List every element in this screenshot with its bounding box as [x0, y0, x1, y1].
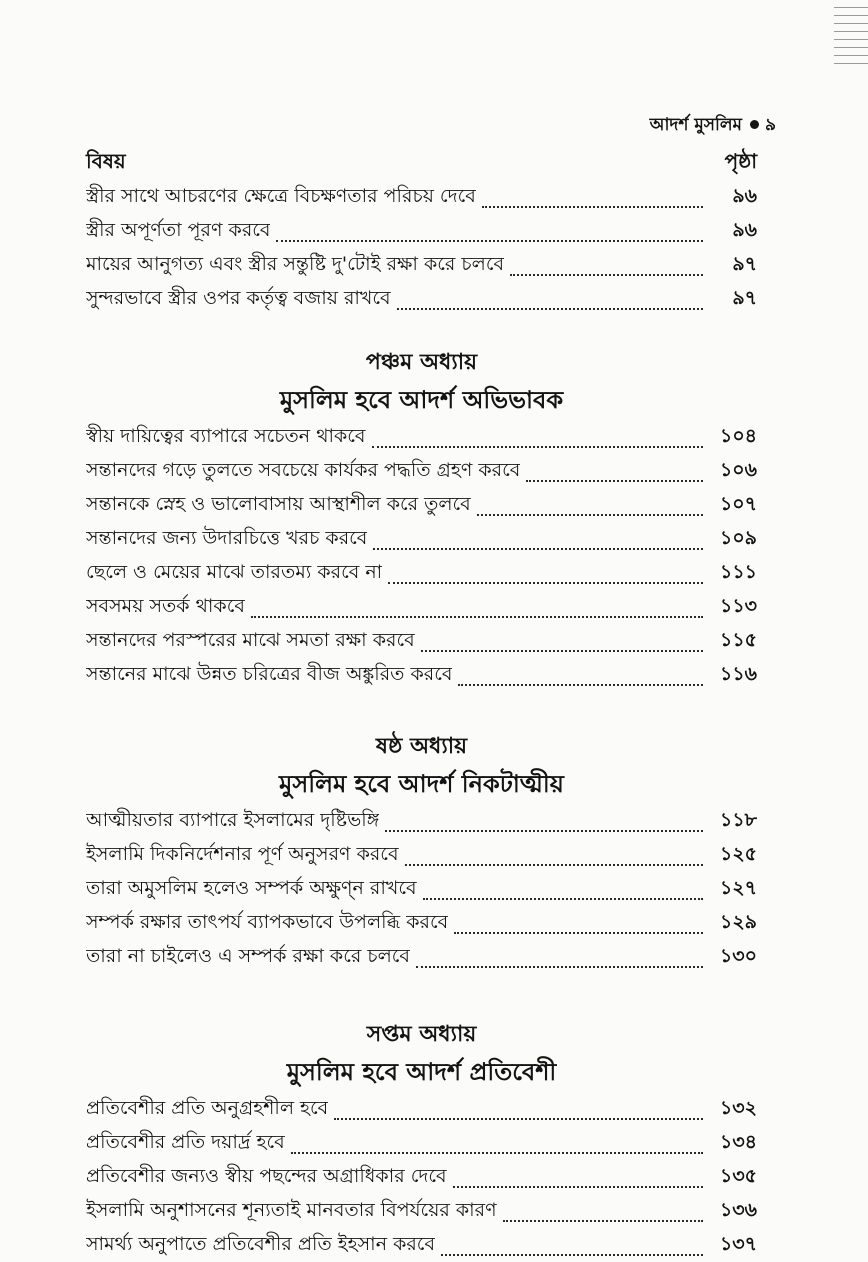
- entry-title: ইসলামি দিকনির্দেশনার পূর্ণ অনুসরণ করবে: [86, 843, 399, 865]
- entry-page-number: ১১৫: [720, 629, 757, 651]
- toc-entry: [86, 248, 757, 282]
- entry-page-number: ১৩৭: [719, 1233, 757, 1255]
- entry-page-number: ১২৯: [719, 911, 757, 933]
- dot-leader: [477, 514, 703, 516]
- entry-title: স্বীয় দায়িত্বের ব্যাপারে সচেতন থাকবে: [86, 425, 366, 447]
- toc-entry: [86, 1228, 757, 1262]
- entry-title: সন্তানকে স্নেহ ও ভালোবাসায় আস্থাশীল করে তুলবে: [86, 493, 471, 515]
- toc-entry: [86, 838, 757, 872]
- dot-leader: [423, 898, 703, 900]
- dot-leader: [510, 274, 703, 276]
- toc-entry: [86, 624, 757, 658]
- dot-leader: [388, 582, 703, 584]
- chapter-name: মুসলিম হবে আদর্শ অভিভাবক: [279, 386, 564, 414]
- entry-title: সুন্দরভাবে স্ত্রীর ওপর কর্তৃত্ব বজায় রাখবে: [86, 287, 391, 309]
- entry-page-number: ১০৬: [719, 459, 757, 481]
- entry-page-number: ১১৮: [720, 809, 757, 831]
- chapter-entries: [86, 420, 757, 692]
- dot-leader: [372, 446, 703, 448]
- entry-title: সন্তানের মাঝে উন্নত চরিত্রের বীজ অঙ্কুরিত করবে: [86, 663, 453, 685]
- entry-page-number: ৯৭: [732, 253, 757, 275]
- intro-entries: [86, 180, 757, 316]
- chapter-entries: [86, 804, 757, 974]
- chapter-heading: [86, 1018, 757, 1092]
- toc-entry: [86, 1126, 757, 1160]
- toc-entry: [86, 180, 757, 214]
- toc-entry: [86, 940, 757, 974]
- chapter-name: মুসলিম হবে আদর্শ নিকটাত্মীয়: [279, 770, 564, 798]
- entry-title: ছেলে ও মেয়ের মাঝে তারতম্য করবে না: [86, 561, 383, 583]
- chapter-heading: [86, 346, 757, 420]
- toc-entry: [86, 1194, 757, 1228]
- entry-page-number: ৯৬: [732, 185, 757, 207]
- dot-leader: [251, 616, 703, 618]
- entry-title: প্রতিবেশীর প্রতি দয়ার্দ্র হবে: [86, 1131, 285, 1153]
- dot-leader: [421, 650, 703, 652]
- dot-leader: [416, 966, 703, 968]
- entry-title: মায়ের আনুগত্য এবং স্ত্রীর সন্তুষ্টি দু'টোই রক্ষা করে চলবে: [86, 253, 505, 275]
- running-head-title: আদর্শ মুসলিম: [649, 115, 742, 135]
- chapter-name: মুসলিম হবে আদর্শ প্রতিবেশী: [286, 1058, 557, 1086]
- entry-page-number: ১০৭: [719, 493, 757, 515]
- entry-title: সন্তানদের গড়ে তুলতে সবচেয়ে কার্যকর পদ্ধতি গ্রহণ করবে: [86, 459, 521, 481]
- entry-title: সবসময় সতর্ক থাকবে: [86, 595, 245, 617]
- chapter-number: পঞ্চম অধ্যায়: [365, 350, 478, 375]
- toc-entry: [86, 590, 757, 624]
- bullet-icon: [750, 120, 759, 129]
- dot-leader: [441, 1254, 703, 1256]
- toc-entry: [86, 454, 757, 488]
- chapter-number: সপ্তম অধ্যায়: [366, 1022, 477, 1047]
- dot-leader: [334, 1118, 703, 1120]
- running-head-page-number: ৯: [764, 115, 776, 135]
- running-head: [650, 112, 776, 140]
- entry-title: প্রতিবেশীর জন্যও স্বীয় পছন্দের অগ্রাধিকার দেবে: [86, 1165, 447, 1187]
- entry-page-number: ১০৪: [719, 425, 757, 447]
- entry-page-number: ১৩৪: [719, 1131, 757, 1153]
- dot-leader: [526, 480, 703, 482]
- dot-leader: [405, 864, 703, 866]
- toc-entry: [86, 420, 757, 454]
- toc-entry: [86, 488, 757, 522]
- entry-title: তারা না চাইলেও এ সম্পর্ক রক্ষা করে চলবে: [86, 945, 410, 967]
- subject-column-label: বিষয়: [86, 149, 126, 173]
- page-column-label: পৃষ্ঠা: [724, 149, 757, 173]
- toc-entry: [86, 872, 757, 906]
- entry-page-number: ১৩০: [719, 945, 757, 967]
- chapter-number: ষষ্ঠ অধ্যায়: [375, 734, 468, 759]
- entry-title: সম্পর্ক রক্ষার তাৎপর্য ব্যাপকভাবে উপলব্ধি করবে: [86, 911, 449, 933]
- chapter-entries: [86, 1092, 757, 1262]
- entry-title: সন্তানদের পরস্পরের মাঝে সমতা রক্ষা করবে: [86, 629, 415, 651]
- entry-title: সন্তানদের জন্য উদারচিত্তে খরচ করবে: [86, 527, 368, 549]
- toc-entry: [86, 556, 757, 590]
- entry-page-number: ১১৩: [719, 595, 757, 617]
- table-of-contents: [86, 150, 757, 1262]
- toc-entry: [86, 658, 757, 692]
- dot-leader: [291, 1152, 703, 1154]
- toc-entry: [86, 214, 757, 248]
- entry-page-number: ১২৫: [719, 843, 757, 865]
- toc-entry: [86, 522, 757, 556]
- toc-entry: [86, 804, 757, 838]
- dot-leader: [458, 684, 703, 686]
- entry-title: তারা অমুসলিম হলেও সম্পর্ক অক্ষুণ্ন রাখবে: [86, 877, 417, 899]
- entry-page-number: ৯৭: [732, 287, 757, 309]
- dot-leader: [453, 1186, 703, 1188]
- dot-leader: [276, 240, 703, 242]
- toc-entry: [86, 906, 757, 940]
- toc-column-header: [86, 150, 757, 180]
- toc-entry: [86, 1160, 757, 1194]
- entry-title: প্রতিবেশীর প্রতি অনুগ্রহশীল হবে: [86, 1097, 329, 1119]
- entry-page-number: ১৩৬: [719, 1199, 757, 1221]
- entry-page-number: ১৩২: [719, 1097, 757, 1119]
- entry-title: সামর্থ্য অনুপাতে প্রতিবেশীর প্রতি ইহসান করবে: [86, 1233, 436, 1255]
- toc-entry: [86, 282, 757, 316]
- dot-leader: [397, 308, 703, 310]
- entry-title: ইসলামি অনুশাসনের শূন্যতাই মানবতার বিপর্যয়ের কারণ: [86, 1199, 497, 1221]
- dot-leader: [482, 206, 703, 208]
- toc-entry: [86, 1092, 757, 1126]
- entry-page-number: ৯৬: [732, 219, 757, 241]
- dot-leader: [373, 548, 703, 550]
- entry-title: স্ত্রীর অপূর্ণতা পূরণ করবে: [86, 219, 271, 241]
- dot-leader: [503, 1220, 703, 1222]
- entry-page-number: ১০৯: [719, 527, 757, 549]
- entry-page-number: ১২৭: [719, 877, 757, 899]
- entry-title: আত্মীয়তার ব্যাপারে ইসলামের দৃষ্টিভঙ্গি: [86, 809, 380, 831]
- dot-leader: [385, 830, 703, 832]
- page-edge-lines: [834, 0, 868, 72]
- entry-page-number: ১১৬: [719, 663, 757, 685]
- chapter-heading: [86, 730, 757, 804]
- entry-title: স্ত্রীর সাথে আচরণের ক্ষেত্রে বিচক্ষণতার পরিচয় দেবে: [86, 185, 476, 207]
- entry-page-number: ১১১: [720, 561, 757, 583]
- entry-page-number: ১৩৫: [719, 1165, 757, 1187]
- dot-leader: [454, 932, 703, 934]
